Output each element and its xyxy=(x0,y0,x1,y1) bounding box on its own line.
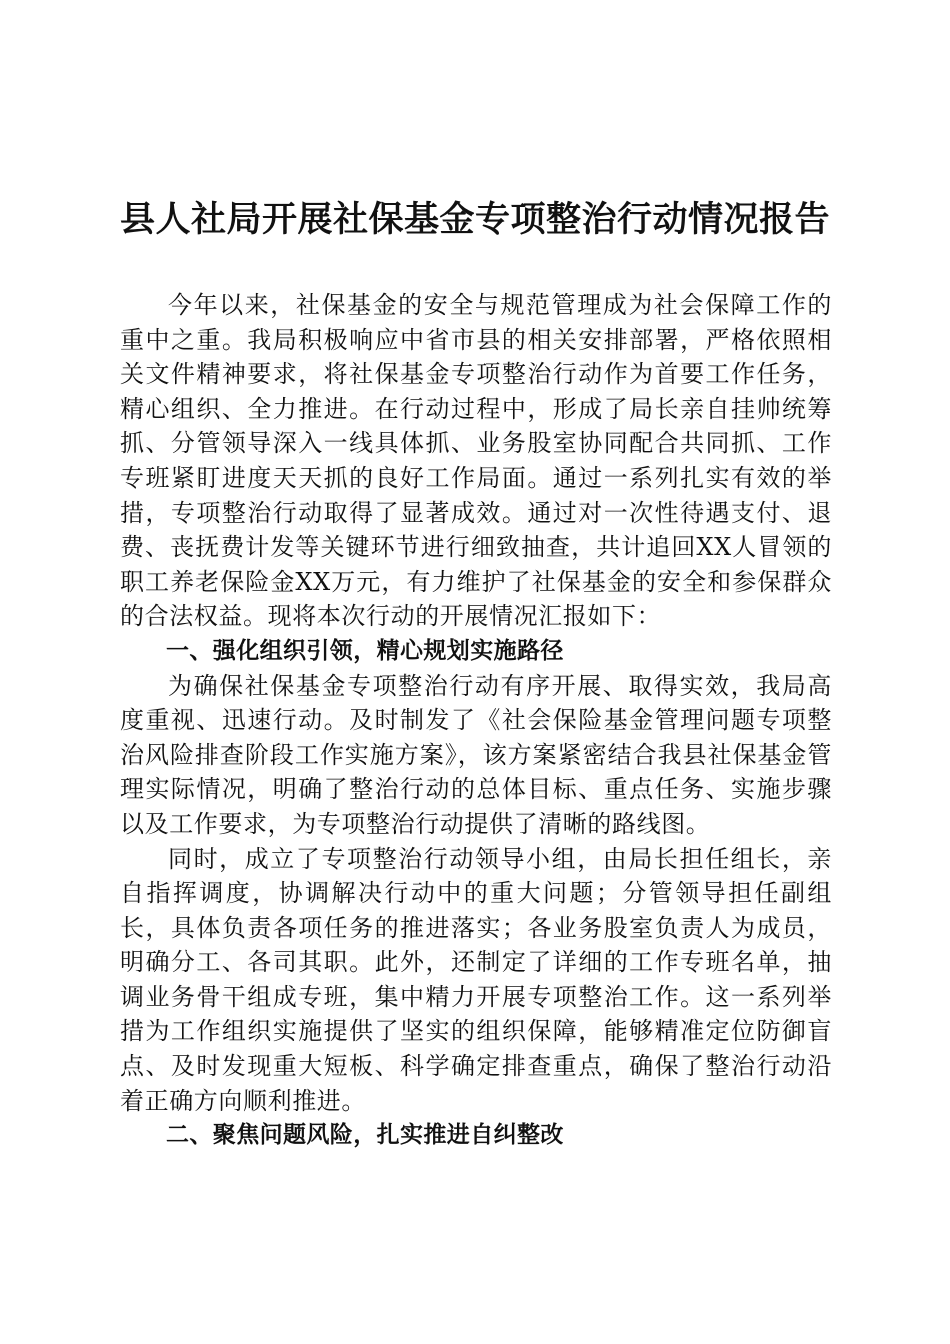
document-title: 县人社局开展社保基金专项整治行动情况报告 xyxy=(119,199,830,240)
document-body xyxy=(120,288,832,1153)
section-heading-1: 一、强化组织引领，精心规划实施路径 xyxy=(166,637,564,664)
section-1-paragraph: 为确保社保基金专项整治行动有序开展、取得实效，我局高度重视、迅速行动。及时制发了《社会保险基金管理问题专项整治风险排查阶段工作实施方案》，该方案紧密结合我县社保基金管理实际情况，明确了整治行动的总体目标、重点任务、实施步骤以及工作要求，为专项整治行动提供了清晰的路线图。 xyxy=(120,671,832,838)
intro-paragraph: 今年以来，社保基金的安全与规范管理成为社会保障工作的重中之重。我局积极响应中省市县的相关安排部署，严格依照相关文件精神要求，将社保基金专项整治行动作为首要工作任务，精心组织、全力推进。在行动过程中，形成了局长亲自挂帅统筹抓、分管领导深入一线具体抓、业务股室协同配合共同抓、工作专班紧盯进度天天抓的良好工作局面。通过一系列扎实有效的举措，专项整治行动取得了显著成效。通过对一次性待遇支付、退费、丧抚费计发等关键环节进行细致抽查，共计追回XX人冒领的职工养老保险金XX万元，有力维护了社保基金的安全和参保群众的合法权益。现将本次行动的开展情况汇报如下： xyxy=(120,291,832,631)
section-1-paragraph: 同时，成立了专项整治行动领导小组，由局长担任组长，亲自指挥调度，协调解决行动中的重大问题；分管领导担任副组长，具体负责各项任务的推进落实；各业务股室负责人为成员，明确分工、各司其职。此外，还制定了详细的工作专班名单，抽调业务骨干组成专班，集中精力开展专项整治工作。这一系列举措为工作组织实施提供了坚实的组织保障，能够精准定位防御盲点、及时发现重大短板、科学确定排查重点，确保了整治行动沿着正确方向顺利推进。 xyxy=(120,844,832,1115)
section-heading-2: 二、聚焦问题风险，扎实推进自纠整改 xyxy=(166,1122,564,1149)
